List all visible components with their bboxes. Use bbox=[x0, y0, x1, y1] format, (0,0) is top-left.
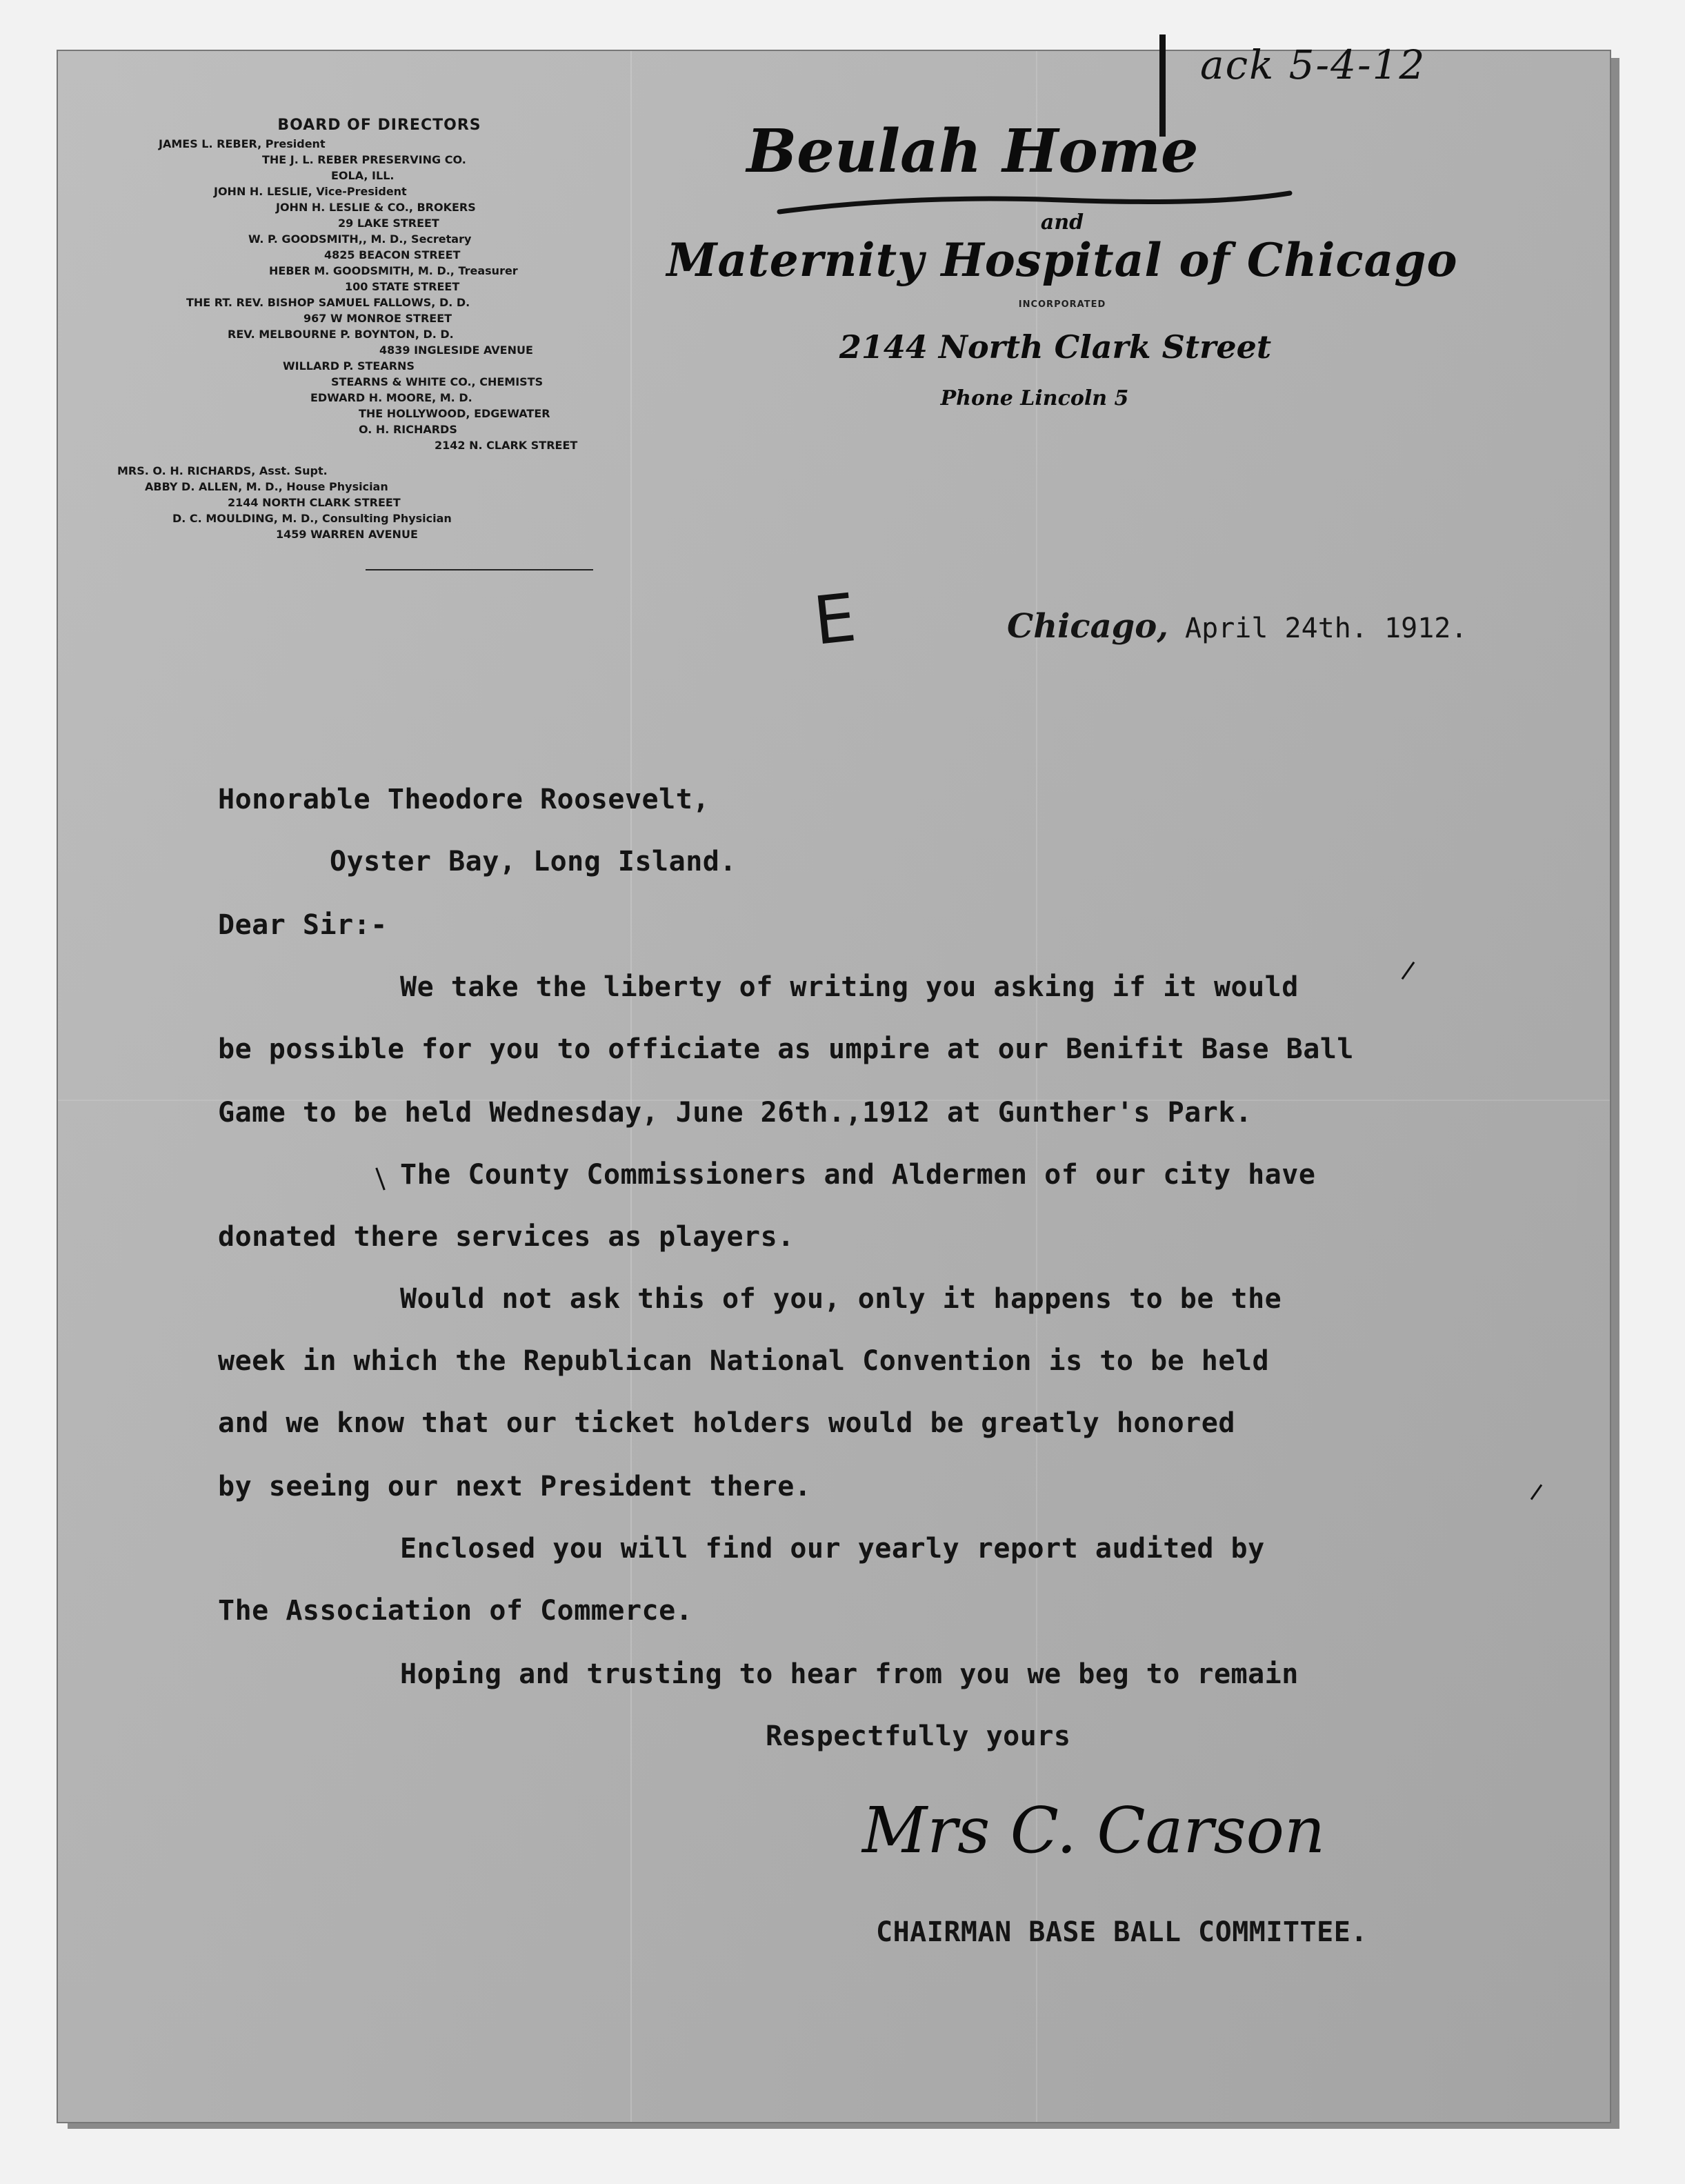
body-line: Would not ask this of you, only it happens to be the bbox=[400, 1283, 1282, 1315]
org-phone: Phone Lincoln 5 bbox=[940, 386, 1129, 410]
body-line: be possible for you to officiate as umpire at our Benifit Base Ball bbox=[218, 1033, 1354, 1065]
director-line: 100 STATE STREET bbox=[345, 280, 460, 293]
director-line: REV. MELBOURNE P. BOYNTON, D. D. bbox=[228, 328, 454, 341]
org-title-line2: Maternity Hospital of Chicago bbox=[666, 233, 1458, 287]
org-and: and bbox=[1040, 210, 1084, 235]
letterhead-divider bbox=[366, 569, 593, 570]
director-line: THE J. L. REBER PRESERVING CO. bbox=[262, 153, 466, 166]
director-line: 2144 NORTH CLARK STREET bbox=[228, 496, 401, 509]
recipient-address: Oyster Bay, Long Island. bbox=[330, 846, 737, 877]
director-line: EDWARD H. MOORE, M. D. bbox=[310, 391, 472, 404]
director-line: 967 W MONROE STREET bbox=[303, 312, 452, 325]
date-text: April 24th. 1912. bbox=[1185, 613, 1468, 644]
director-line: 4825 BEACON STREET bbox=[324, 248, 461, 261]
director-line: EOLA, ILL. bbox=[331, 169, 395, 182]
signature-text: Mrs C. Carson bbox=[862, 1794, 1326, 1867]
signature bbox=[862, 1794, 1400, 1897]
board-title: BOARD OF DIRECTORS bbox=[277, 117, 481, 134]
date-city: Chicago, bbox=[1007, 607, 1168, 646]
body-line: Game to be held Wednesday, June 26th.,1912 at Gunther's Park. bbox=[218, 1097, 1253, 1129]
acknowledgement-note: ack 5-4-12 bbox=[1200, 41, 1426, 88]
body-line: donated there services as players. bbox=[218, 1221, 795, 1253]
director-line: JAMES L. REBER, President bbox=[159, 137, 326, 150]
body-line: Hoping and trusting to hear from you we beg to remain bbox=[400, 1658, 1299, 1690]
director-line: THE RT. REV. BISHOP SAMUEL FALLOWS, D. D. bbox=[186, 296, 470, 309]
recipient-name: Honorable Theodore Roosevelt, bbox=[218, 784, 710, 815]
incorporated-label: INCORPORATED bbox=[1018, 299, 1106, 310]
body-line: and we know that our ticket holders would be greatly honored bbox=[218, 1407, 1235, 1439]
director-line: ABBY D. ALLEN, M. D., House Physician bbox=[145, 480, 388, 493]
body-line: We take the liberty of writing you asking if it would bbox=[400, 971, 1299, 1003]
director-line: STEARNS & WHITE CO., CHEMISTS bbox=[331, 375, 544, 388]
board-of-directors bbox=[117, 117, 628, 542]
org-address: 2144 North Clark Street bbox=[839, 328, 1272, 366]
director-line: 29 LAKE STREET bbox=[338, 217, 439, 230]
director-line: O. H. RICHARDS bbox=[359, 423, 457, 436]
director-line: 2142 N. CLARK STREET bbox=[435, 439, 578, 452]
signer-title: CHAIRMAN BASE BALL COMMITTEE. bbox=[876, 1916, 1368, 1948]
body-line: Enclosed you will find our yearly report audited by bbox=[400, 1533, 1265, 1565]
body-line: by seeing our next President there. bbox=[218, 1471, 812, 1502]
director-line: MRS. O. H. RICHARDS, Asst. Supt. bbox=[117, 464, 328, 477]
body-line: week in which the Republican National Convention is to be held bbox=[218, 1345, 1270, 1377]
body-line: The County Commissioners and Aldermen of our city have bbox=[400, 1159, 1316, 1191]
director-line: D. C. MOULDING, M. D., Consulting Physician bbox=[172, 512, 452, 525]
dateline bbox=[1007, 607, 1467, 646]
director-line: 1459 WARREN AVENUE bbox=[276, 528, 418, 541]
closing: Respectfully yours bbox=[766, 1720, 1071, 1752]
director-line: WILLARD P. STEARNS bbox=[283, 359, 415, 373]
director-line: JOHN H. LESLIE, Vice-President bbox=[214, 185, 407, 198]
director-line: THE HOLLYWOOD, EDGEWATER bbox=[359, 407, 550, 420]
org-title-line1: Beulah Home bbox=[746, 117, 1199, 186]
director-line: JOHN H. LESLIE & CO., BROKERS bbox=[276, 201, 476, 214]
fold-line-vertical bbox=[630, 51, 632, 2122]
director-line: W. P. GOODSMITH,, M. D., Secretary bbox=[248, 232, 472, 246]
salutation: Dear Sir:- bbox=[218, 909, 388, 941]
handwritten-e-mark: E bbox=[810, 579, 860, 660]
director-line: HEBER M. GOODSMITH, M. D., Treasurer bbox=[269, 264, 518, 277]
body-line: The Association of Commerce. bbox=[218, 1595, 693, 1627]
director-line: 4839 INGLESIDE AVENUE bbox=[379, 344, 533, 357]
